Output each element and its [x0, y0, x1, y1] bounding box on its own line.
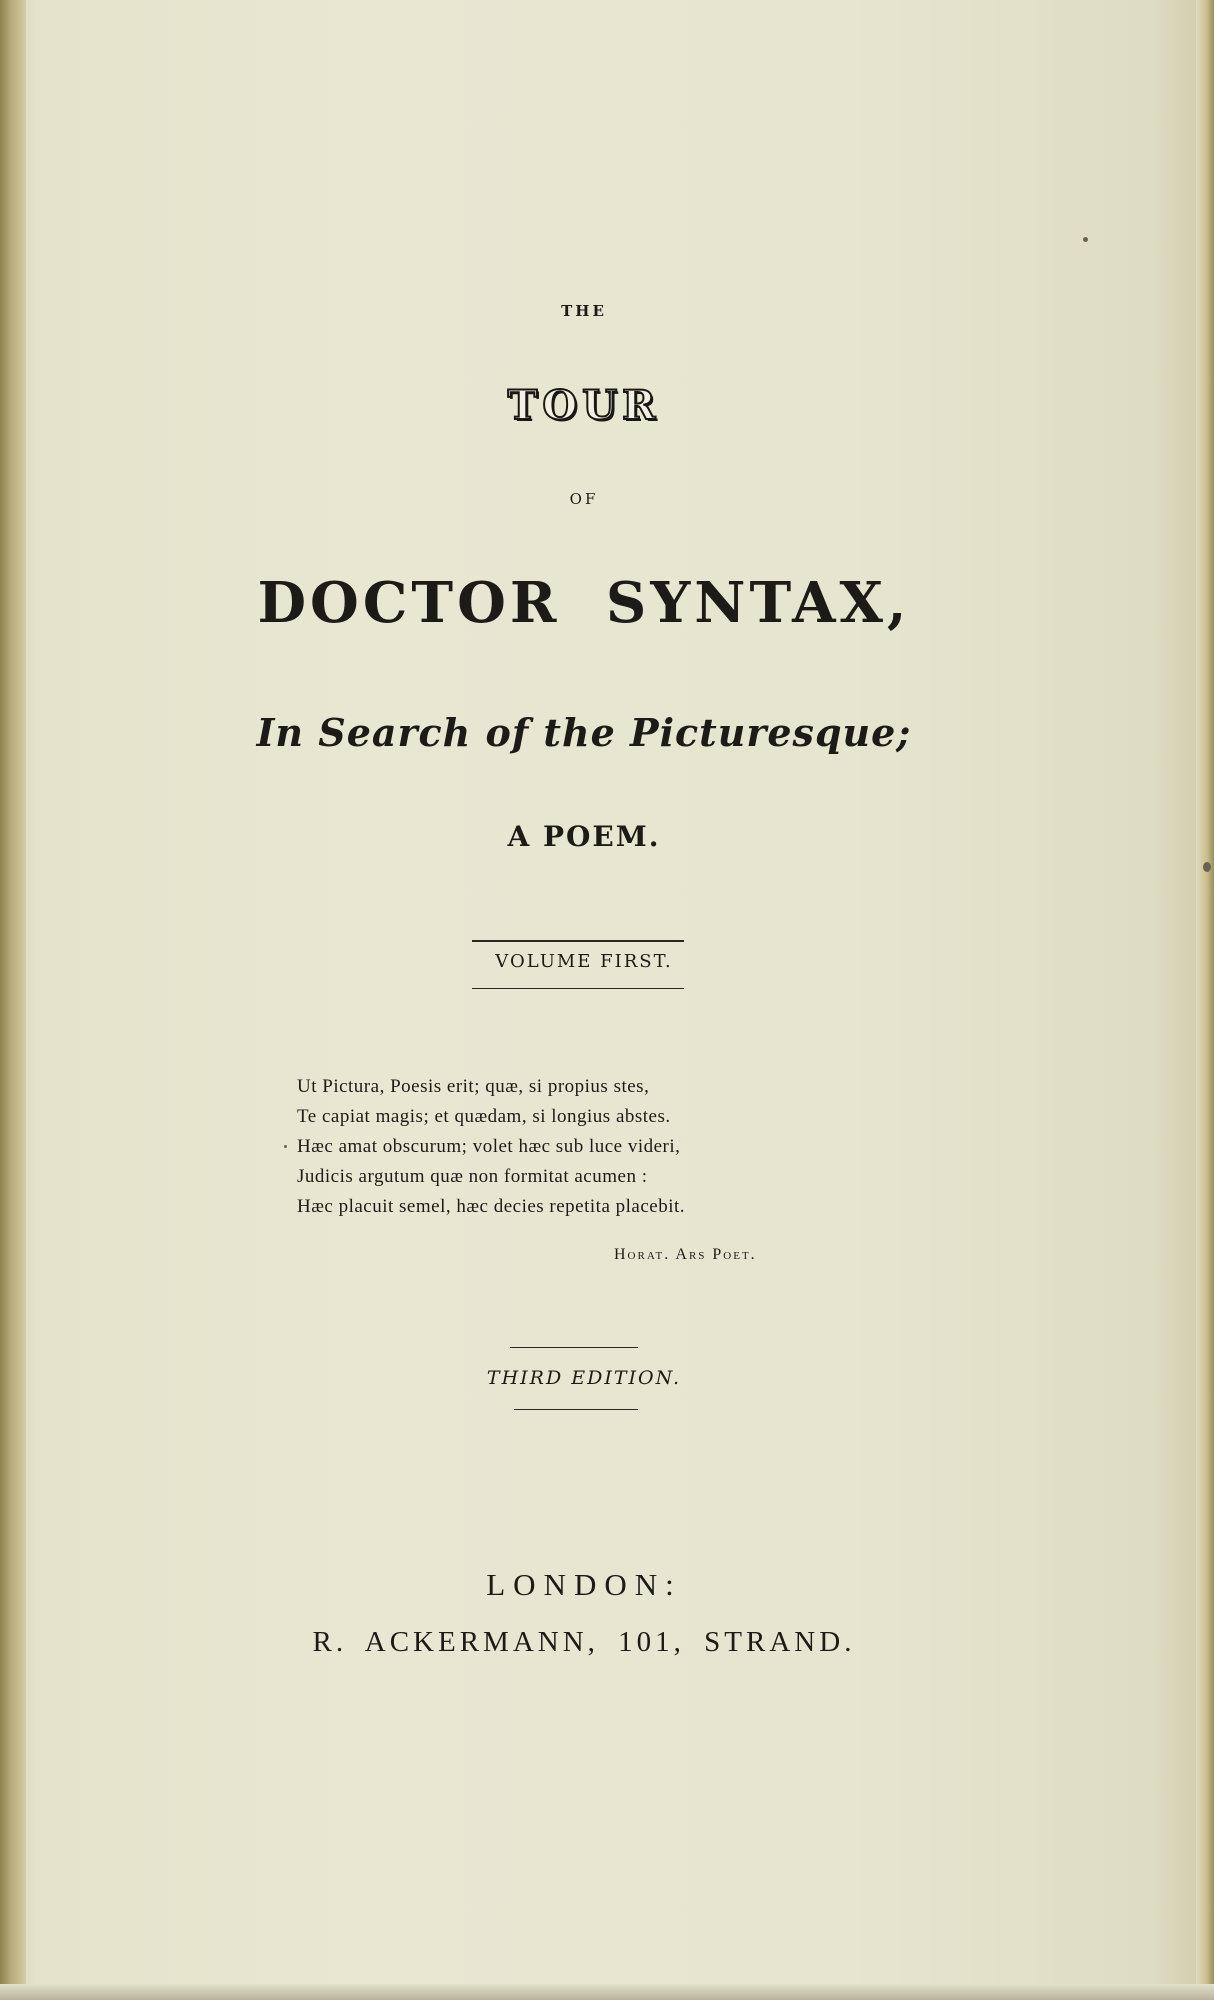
epigraph-line: Te capiat magis; et quædam, si longius abstes.	[297, 1106, 671, 1127]
imprint-city: LONDON:	[486, 1567, 682, 1602]
title-doctor-syntax: DOCTOR SYNTAX,	[257, 570, 911, 636]
epigraph-line: Hæc placuit semel, hæc decies repetita placebit.	[297, 1196, 686, 1217]
paper-speck	[1203, 862, 1211, 872]
title-the: THE	[561, 302, 607, 320]
subtitle: In Search of the Picturesque;	[256, 710, 912, 755]
rule-below-volume	[472, 988, 684, 989]
page-edge	[1196, 0, 1214, 2000]
epigraph-line: Hæc amat obscurum; volet hæc sub luce videri,	[297, 1136, 681, 1157]
page-bottom-edge	[0, 1984, 1214, 2000]
paper-speck	[1083, 237, 1088, 242]
epigraph-attribution: Horat. Ars Poet.	[614, 1246, 757, 1263]
edition-label: THIRD EDITION.	[486, 1367, 682, 1389]
imprint-publisher: R. ACKERMANN, 101, STRAND.	[312, 1626, 856, 1658]
rule-below-edition	[514, 1409, 638, 1410]
paper-speck	[284, 1145, 287, 1148]
form-label: A POEM.	[507, 820, 661, 853]
epigraph-line: Judicis argutum quæ non formitat acumen :	[297, 1166, 648, 1187]
volume-label: VOLUME FIRST.	[495, 951, 673, 972]
rule-above-edition	[510, 1347, 638, 1348]
epigraph-line: Ut Pictura, Poesis erit; quæ, si propius stes,	[297, 1076, 650, 1097]
rule-above-volume	[472, 940, 684, 942]
epigraph	[297, 1072, 685, 1222]
book-gutter	[0, 0, 26, 2000]
title-of: OF	[569, 490, 599, 508]
title-tour: TOUR	[507, 382, 661, 429]
